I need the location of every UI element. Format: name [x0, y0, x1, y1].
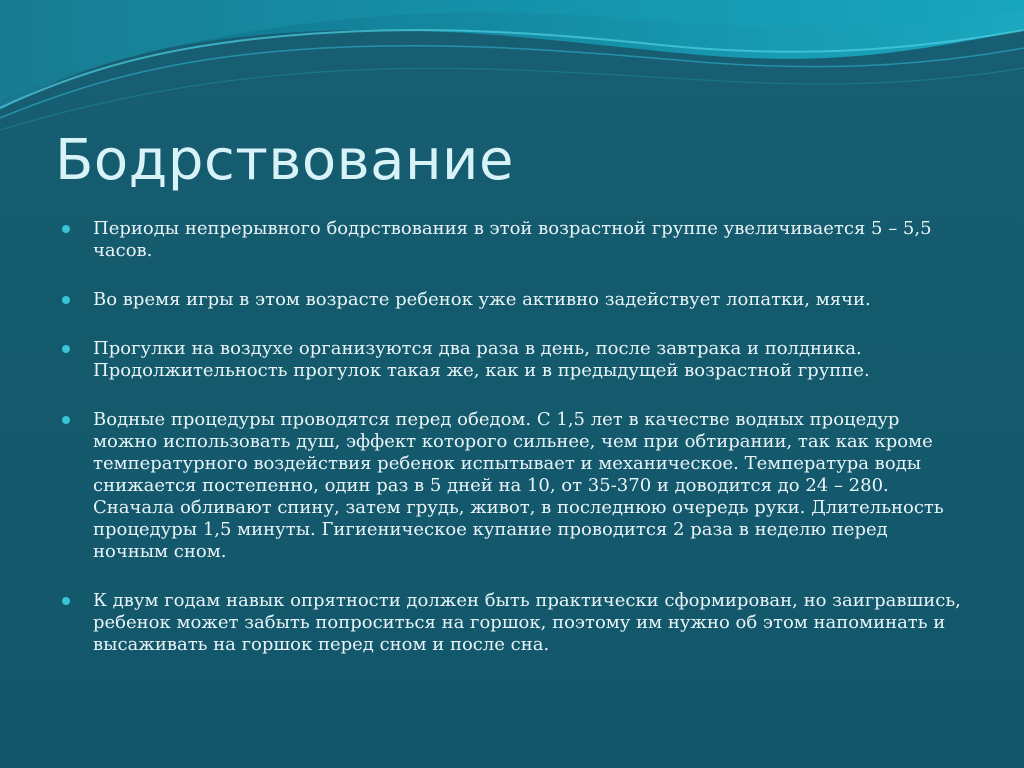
bullet-item	[60, 289, 965, 311]
bullet-dot-icon	[62, 345, 70, 353]
bullet-dot-icon	[62, 416, 70, 424]
bullet-item	[60, 590, 965, 656]
bullet-text: К двум годам навык опрятности должен быть практически сформирован, но заигравшись, ребенок может забыть попроситься на горшок, поэтому им нужно об этом напоминать и высаживать на горшок перед сном и после сна.	[93, 590, 961, 655]
bullet-text: Водные процедуры проводятся перед обедом. С 1,5 лет в качестве водных процедур можно использовать душ, эффект которого сильнее, чем при обтирании, так как кроме температурного воздействия ребенок испытывает и механическое. Температура воды снижается постепенно, один раз в 5 дней на 10, от 35-370 и доводится до 24 – 280. Сначала обливают спину, затем грудь, живот, в последнюю очередь руки. Длительность процедуры 1,5 минуты. Гигиеническое купание проводится 2 раза в неделю перед ночным сном.	[93, 409, 944, 562]
bullet-item	[60, 338, 965, 382]
bullet-text: Периоды непрерывного бодрствования в этой возрастной группе увеличивается 5 – 5,5 часов.	[93, 218, 932, 261]
bullet-text: Во время игры в этом возрасте ребенок уже активно задействует лопатки, мячи.	[93, 289, 871, 310]
bullet-text: Прогулки на воздухе организуются два раза в день, после завтрака и полдника. Продолжительность прогулок такая же, как и в предыдущей возрастной группе.	[93, 338, 870, 381]
bullet-dot-icon	[62, 597, 70, 605]
bullet-item	[60, 218, 965, 262]
bullet-dot-icon	[62, 225, 70, 233]
bullet-dot-icon	[62, 296, 70, 304]
bullet-item	[60, 409, 965, 563]
slide-title: Бодрствование	[55, 128, 514, 193]
bullet-list	[60, 218, 965, 683]
